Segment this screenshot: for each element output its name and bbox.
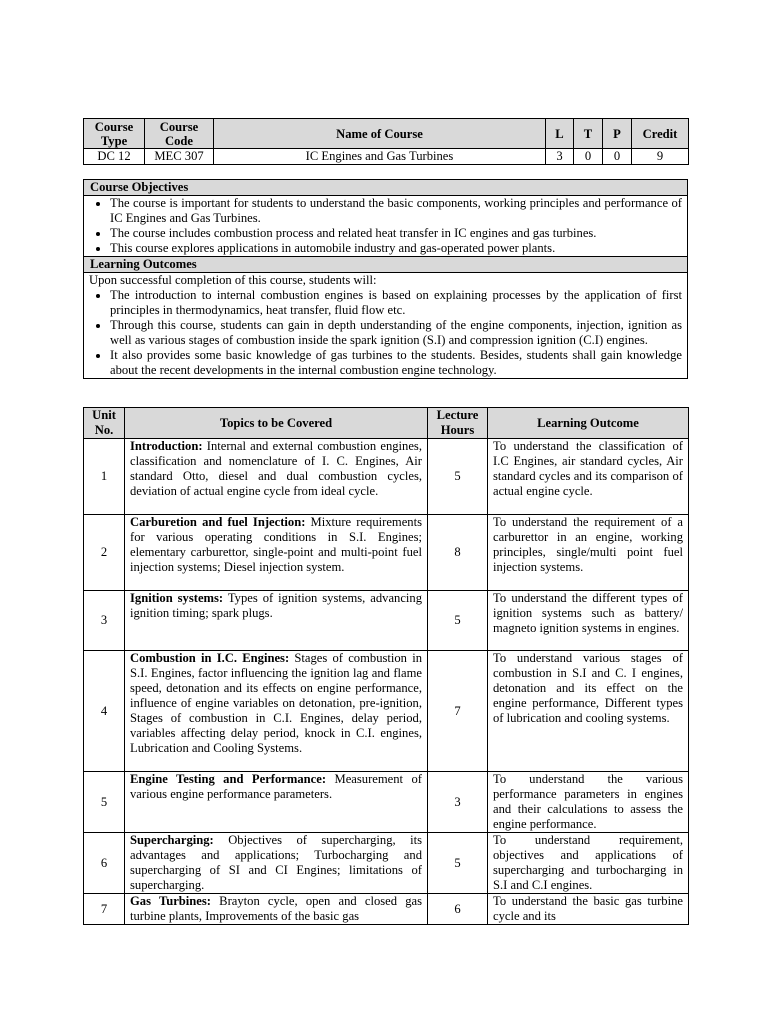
- unit-topic-text: Stages of combustion in S.I. Engines, factor influencing the ignition lag and flame speed, detonation and its effects on engine performance, influence of engine variables on detonation, pre-ignition, Stages of combustion in C.I. Engines, delay period, variables affecting delay period, knock in C.I. engines, Lubrication and Cooling Systems.: [130, 651, 422, 755]
- objectives-outcomes-table: [83, 179, 688, 379]
- unit-row: [84, 894, 689, 925]
- unit-outcome: To understand the requirement of a carburettor in an engine, working principles, single/multi point fuel injection systems.: [488, 515, 689, 591]
- unit-number: 5: [84, 772, 125, 833]
- unit-topic-title: Ignition systems:: [130, 591, 224, 605]
- course-objectives-title: Course Objectives: [84, 180, 688, 196]
- unit-topic: [125, 439, 428, 515]
- course-code-header: Course Code: [145, 119, 214, 149]
- credit-header: Credit: [632, 119, 689, 149]
- lecture-hours-header: Lecture Hours: [428, 408, 488, 439]
- unit-topic-title: Supercharging:: [130, 833, 214, 847]
- unit-row: [84, 833, 689, 894]
- unit-topic-title: Introduction:: [130, 439, 203, 453]
- unit-topic-text: Objectives of supercharging, its advantages and applications; Turbocharging and supercharging of SI and CI Engines; limitations of supercharging.: [130, 833, 422, 892]
- learning-outcomes-title: Learning Outcomes: [84, 257, 688, 273]
- unit-topic-text: Types of ignition systems, advancing ignition timing; spark plugs.: [130, 591, 423, 620]
- unit-topic: [125, 894, 428, 925]
- unit-topic: [125, 833, 428, 894]
- topics-header: Topics to be Covered: [125, 408, 428, 439]
- units-header-row: [84, 408, 689, 439]
- outcome-item: • Through this course, students can gain in depth understanding of the engine components, injection, ignition as well as various stages of combustion inside the spark ignition (S.I) and compression ignition (C.I) engines.: [110, 318, 682, 348]
- outcomes-cell: [84, 273, 688, 379]
- unit-topic-title: Engine Testing and Performance:: [130, 772, 327, 786]
- outcome-item: • It also provides some basic knowledge of gas turbines to the students. Besides, students shall gain knowledge about the recent developments in the internal combustion engine technology.: [110, 348, 682, 378]
- unit-outcome: To understand the basic gas turbine cycle and its: [488, 894, 689, 925]
- course-name-header: Name of Course: [214, 119, 546, 149]
- unit-hours: 6: [428, 894, 488, 925]
- unit-row: [84, 515, 689, 591]
- lecture-value: 3: [546, 149, 574, 165]
- objectives-cell: [84, 196, 688, 257]
- unit-topic: [125, 772, 428, 833]
- practical-value: 0: [603, 149, 632, 165]
- objective-item: • The course is important for students to understand the basic components, working principles and performance of IC Engines and Gas Turbines.: [110, 196, 682, 226]
- unit-row: [84, 591, 689, 651]
- unit-topic: [125, 515, 428, 591]
- unit-outcome: To understand the classification of I.C Engines, air standard cycles, Air standard cycles and its comparison of actual engine cycle.: [488, 439, 689, 515]
- outcomes-body-row: [84, 273, 688, 379]
- unit-hours: 5: [428, 833, 488, 894]
- unit-outcome: To understand the various performance parameters in engines and their calculations to assess the engine performance.: [488, 772, 689, 833]
- objectives-list: [89, 196, 682, 256]
- outcomes-list: [89, 288, 682, 378]
- unit-topic: [125, 591, 428, 651]
- learning-outcome-header: Learning Outcome: [488, 408, 689, 439]
- unit-topic-text: Brayton cycle, open and closed gas turbine plants, Improvements of the basic gas: [130, 894, 422, 923]
- unit-topic-title: Combustion in I.C. Engines:: [130, 651, 290, 665]
- objectives-body-row: [84, 196, 688, 257]
- unit-row: [84, 772, 689, 833]
- unit-outcome: To understand the different types of ignition systems such as battery/ magneto ignition systems in engines.: [488, 591, 689, 651]
- course-code: MEC 307: [145, 149, 214, 165]
- unit-number: 4: [84, 651, 125, 772]
- unit-row: [84, 651, 689, 772]
- unit-no-header: Unit No.: [84, 408, 125, 439]
- outcome-item: • The introduction to internal combustion engines is based on explaining processes by the application of first principles in thermodynamics, heat transfer, fluid flow etc.: [110, 288, 682, 318]
- tutorial-header: T: [574, 119, 603, 149]
- objective-item: • This course explores applications in automobile industry and gas-operated power plants.: [110, 241, 682, 256]
- unit-topic-title: Gas Turbines:: [130, 894, 211, 908]
- unit-hours: 7: [428, 651, 488, 772]
- lecture-header: L: [546, 119, 574, 149]
- unit-topic: [125, 651, 428, 772]
- tutorial-value: 0: [574, 149, 603, 165]
- credit-value: 9: [632, 149, 689, 165]
- unit-number: 7: [84, 894, 125, 925]
- course-header-table: [83, 118, 689, 165]
- unit-row: [84, 439, 689, 515]
- unit-outcome: To understand requirement, objectives and applications of supercharging and turbocharging in S.I and C.I engines.: [488, 833, 689, 894]
- objective-item: • The course includes combustion process and related heat transfer in IC engines and gas turbines.: [110, 226, 682, 241]
- unit-number: 6: [84, 833, 125, 894]
- units-table: [83, 407, 689, 925]
- course-type: DC 12: [84, 149, 145, 165]
- practical-header: P: [603, 119, 632, 149]
- outcomes-intro: Upon successful completion of this course, students will:: [89, 273, 377, 287]
- outcomes-title-row: [84, 257, 688, 273]
- unit-topic-title: Carburetion and fuel Injection:: [130, 515, 306, 529]
- unit-hours: 3: [428, 772, 488, 833]
- unit-hours: 5: [428, 591, 488, 651]
- unit-hours: 8: [428, 515, 488, 591]
- course-name: IC Engines and Gas Turbines: [214, 149, 546, 165]
- unit-number: 3: [84, 591, 125, 651]
- unit-topic-text: Internal and external combustion engines, classification and nomenclature of I. C. Engines, Air standard Otto, diesel and dual combustion cycles, deviation of actual engine cycle from ideal cycle.: [130, 439, 422, 498]
- unit-number: 2: [84, 515, 125, 591]
- unit-hours: 5: [428, 439, 488, 515]
- course-header-row: [84, 119, 689, 149]
- unit-outcome: To understand various stages of combustion in S.I and C. I engines, detonation and its effect on the engine performance, Different types of lubrication and cooling systems.: [488, 651, 689, 772]
- unit-topic-text: Measurement of various engine performance parameters.: [130, 772, 422, 801]
- course-info-row: [84, 149, 689, 165]
- objectives-title-row: [84, 180, 688, 196]
- unit-number: 1: [84, 439, 125, 515]
- unit-topic-text: Mixture requirements for various operating conditions in S.I. Engines; elementary carburettor, single-point and multi-point fuel injection systems; Diesel injection system.: [130, 515, 422, 574]
- course-type-header: Course Type: [84, 119, 145, 149]
